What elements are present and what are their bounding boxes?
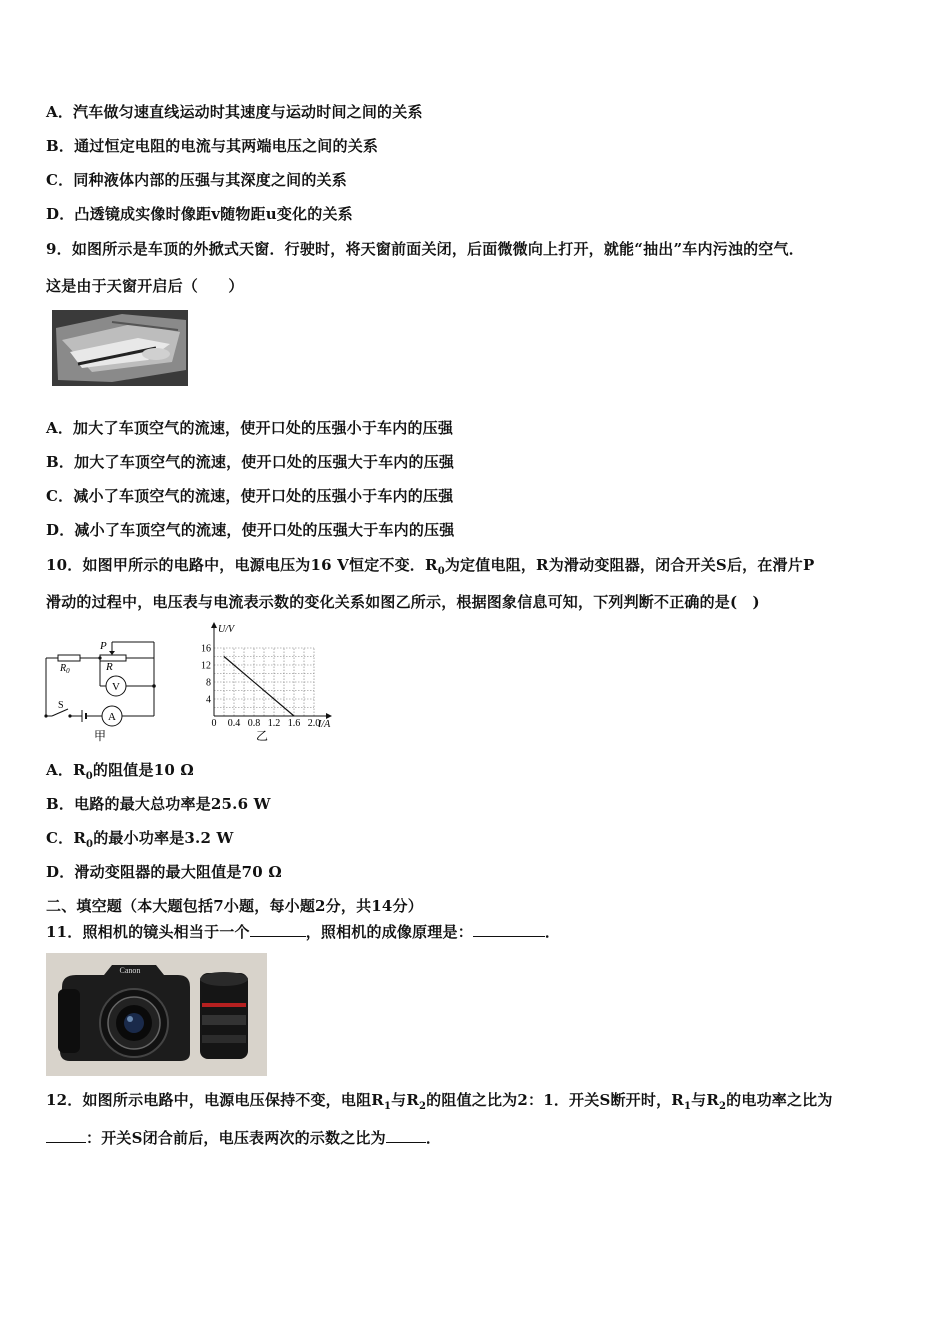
q11-blank-1[interactable]	[250, 922, 306, 937]
q9-option-a: A．加大了车顶空气的流速，使开口处的压强小于车内的压强	[46, 419, 454, 437]
x-tick-label: 2.0	[307, 718, 321, 729]
q10-stem-line2: 滑动的过程中，电压表与电流表示数的变化关系如图乙所示，根据图象信息可知，下列判断不正确的是( )	[46, 593, 760, 611]
subscript: 2	[419, 1101, 427, 1112]
y-tick-label: 8	[206, 677, 211, 689]
q12-text-segment: 12．如图所示电路中，电源电压保持不变，电阻R	[46, 1091, 384, 1109]
q12-text-segment: 的电功率之比为	[726, 1091, 833, 1109]
ui-graph	[190, 620, 350, 746]
y-tick-label: 12	[201, 660, 211, 672]
q10-option-b: B．电路的最大总功率是25.6 W	[46, 795, 271, 813]
q10-option-d: D．滑动变阻器的最大阻值是70 Ω	[46, 863, 282, 881]
x-tick-label: 0.4	[227, 718, 241, 729]
q10-stem-line1: 10．如图甲所示的电路中，电源电压为16 V恒定不变．$R_0$为定值电阻，R为滑动变阻器，闭合开关S后，在滑片P	[46, 556, 815, 577]
q12-blank-1[interactable]	[46, 1128, 86, 1143]
y-axis-arrow	[211, 622, 217, 628]
q11-stem: 11．照相机的镜头相当于一个 ，照相机的成像原理是： ．	[46, 923, 561, 941]
camera-photo	[46, 953, 267, 1076]
sunroof-photo	[52, 310, 188, 386]
q10-option-a: A．$R_0$的阻值是10 Ω	[46, 761, 194, 782]
x-tick-label: 1.6	[287, 718, 301, 729]
q12-blank-2[interactable]	[386, 1128, 426, 1143]
subscript: 1	[683, 1101, 692, 1112]
circuit-diagram	[40, 636, 164, 746]
q9-option-c: C．减小了车顶空气的流速，使开口处的压强小于车内的压强	[46, 487, 454, 505]
q8-option-c: C．同种液体内部的压强与其深度之间的关系	[46, 171, 347, 189]
q9-option-d: D．减小了车顶空气的流速，使开口处的压强大于车内的压强	[46, 521, 455, 539]
q9-stem-line2: 这是由于天窗开启后（ ）	[46, 277, 244, 295]
x-tick-label: 0	[211, 718, 217, 729]
series-line	[224, 657, 294, 717]
q11-blank-2[interactable]	[473, 922, 545, 937]
subscript: 1	[383, 1101, 392, 1112]
y-axis-label: U/V	[218, 624, 235, 635]
q12-text-segment: 与R	[391, 1091, 419, 1109]
y-tick-label: 4	[206, 694, 211, 706]
r-label: R	[106, 661, 113, 673]
x-tick-label: 0.8	[247, 718, 261, 729]
q12-text-segment: 与R	[691, 1091, 719, 1109]
q9-option-b: B．加大了车顶空气的流速，使开口处的压强大于车内的压强	[46, 453, 455, 471]
x-axis-label: I/A	[318, 719, 331, 730]
x-tick-label: 1.2	[267, 718, 281, 729]
q8-option-a: A．汽车做匀速直线运动时其速度与运动时间之间的关系	[46, 103, 423, 121]
r0-label: $R_0$	[60, 663, 70, 675]
q8-option-b: B．通过恒定电阻的电流与其两端电压之间的关系	[46, 137, 379, 155]
q12-text-segment: 的阻值之比为2：1．开关S断开时，R	[426, 1091, 684, 1109]
q12-stem-line1	[46, 1090, 833, 1117]
ammeter-label: A	[108, 711, 116, 723]
camera-brand-text: Canon	[119, 966, 141, 975]
voltmeter-label: V	[112, 681, 120, 693]
circuit-caption: 甲	[94, 729, 107, 743]
subscript: 2	[719, 1101, 727, 1112]
p-label: P	[100, 640, 107, 652]
q9-stem-line1: 9．如图所示是车顶的外掀式天窗．行驶时，将天窗前面关闭，后面微微向上打开，就能“抽出”车内污浊的空气．	[46, 240, 804, 258]
switch-label: S	[58, 700, 64, 711]
q10-option-c: C．$R_0$的最小功率是3.2 W	[46, 829, 234, 850]
q8-option-d: D．凸透镜成实像时像距v随物距u变化的关系	[46, 205, 353, 223]
graph-caption: 乙	[256, 729, 269, 743]
q12-stem-line2: ：开关S闭合前后，电压表两次的示数之比为 ．	[46, 1128, 441, 1148]
y-tick-label: 16	[201, 643, 211, 655]
section-2-title: 二、填空题（本大题包括7小题，每小题2分，共14分）	[46, 897, 423, 915]
